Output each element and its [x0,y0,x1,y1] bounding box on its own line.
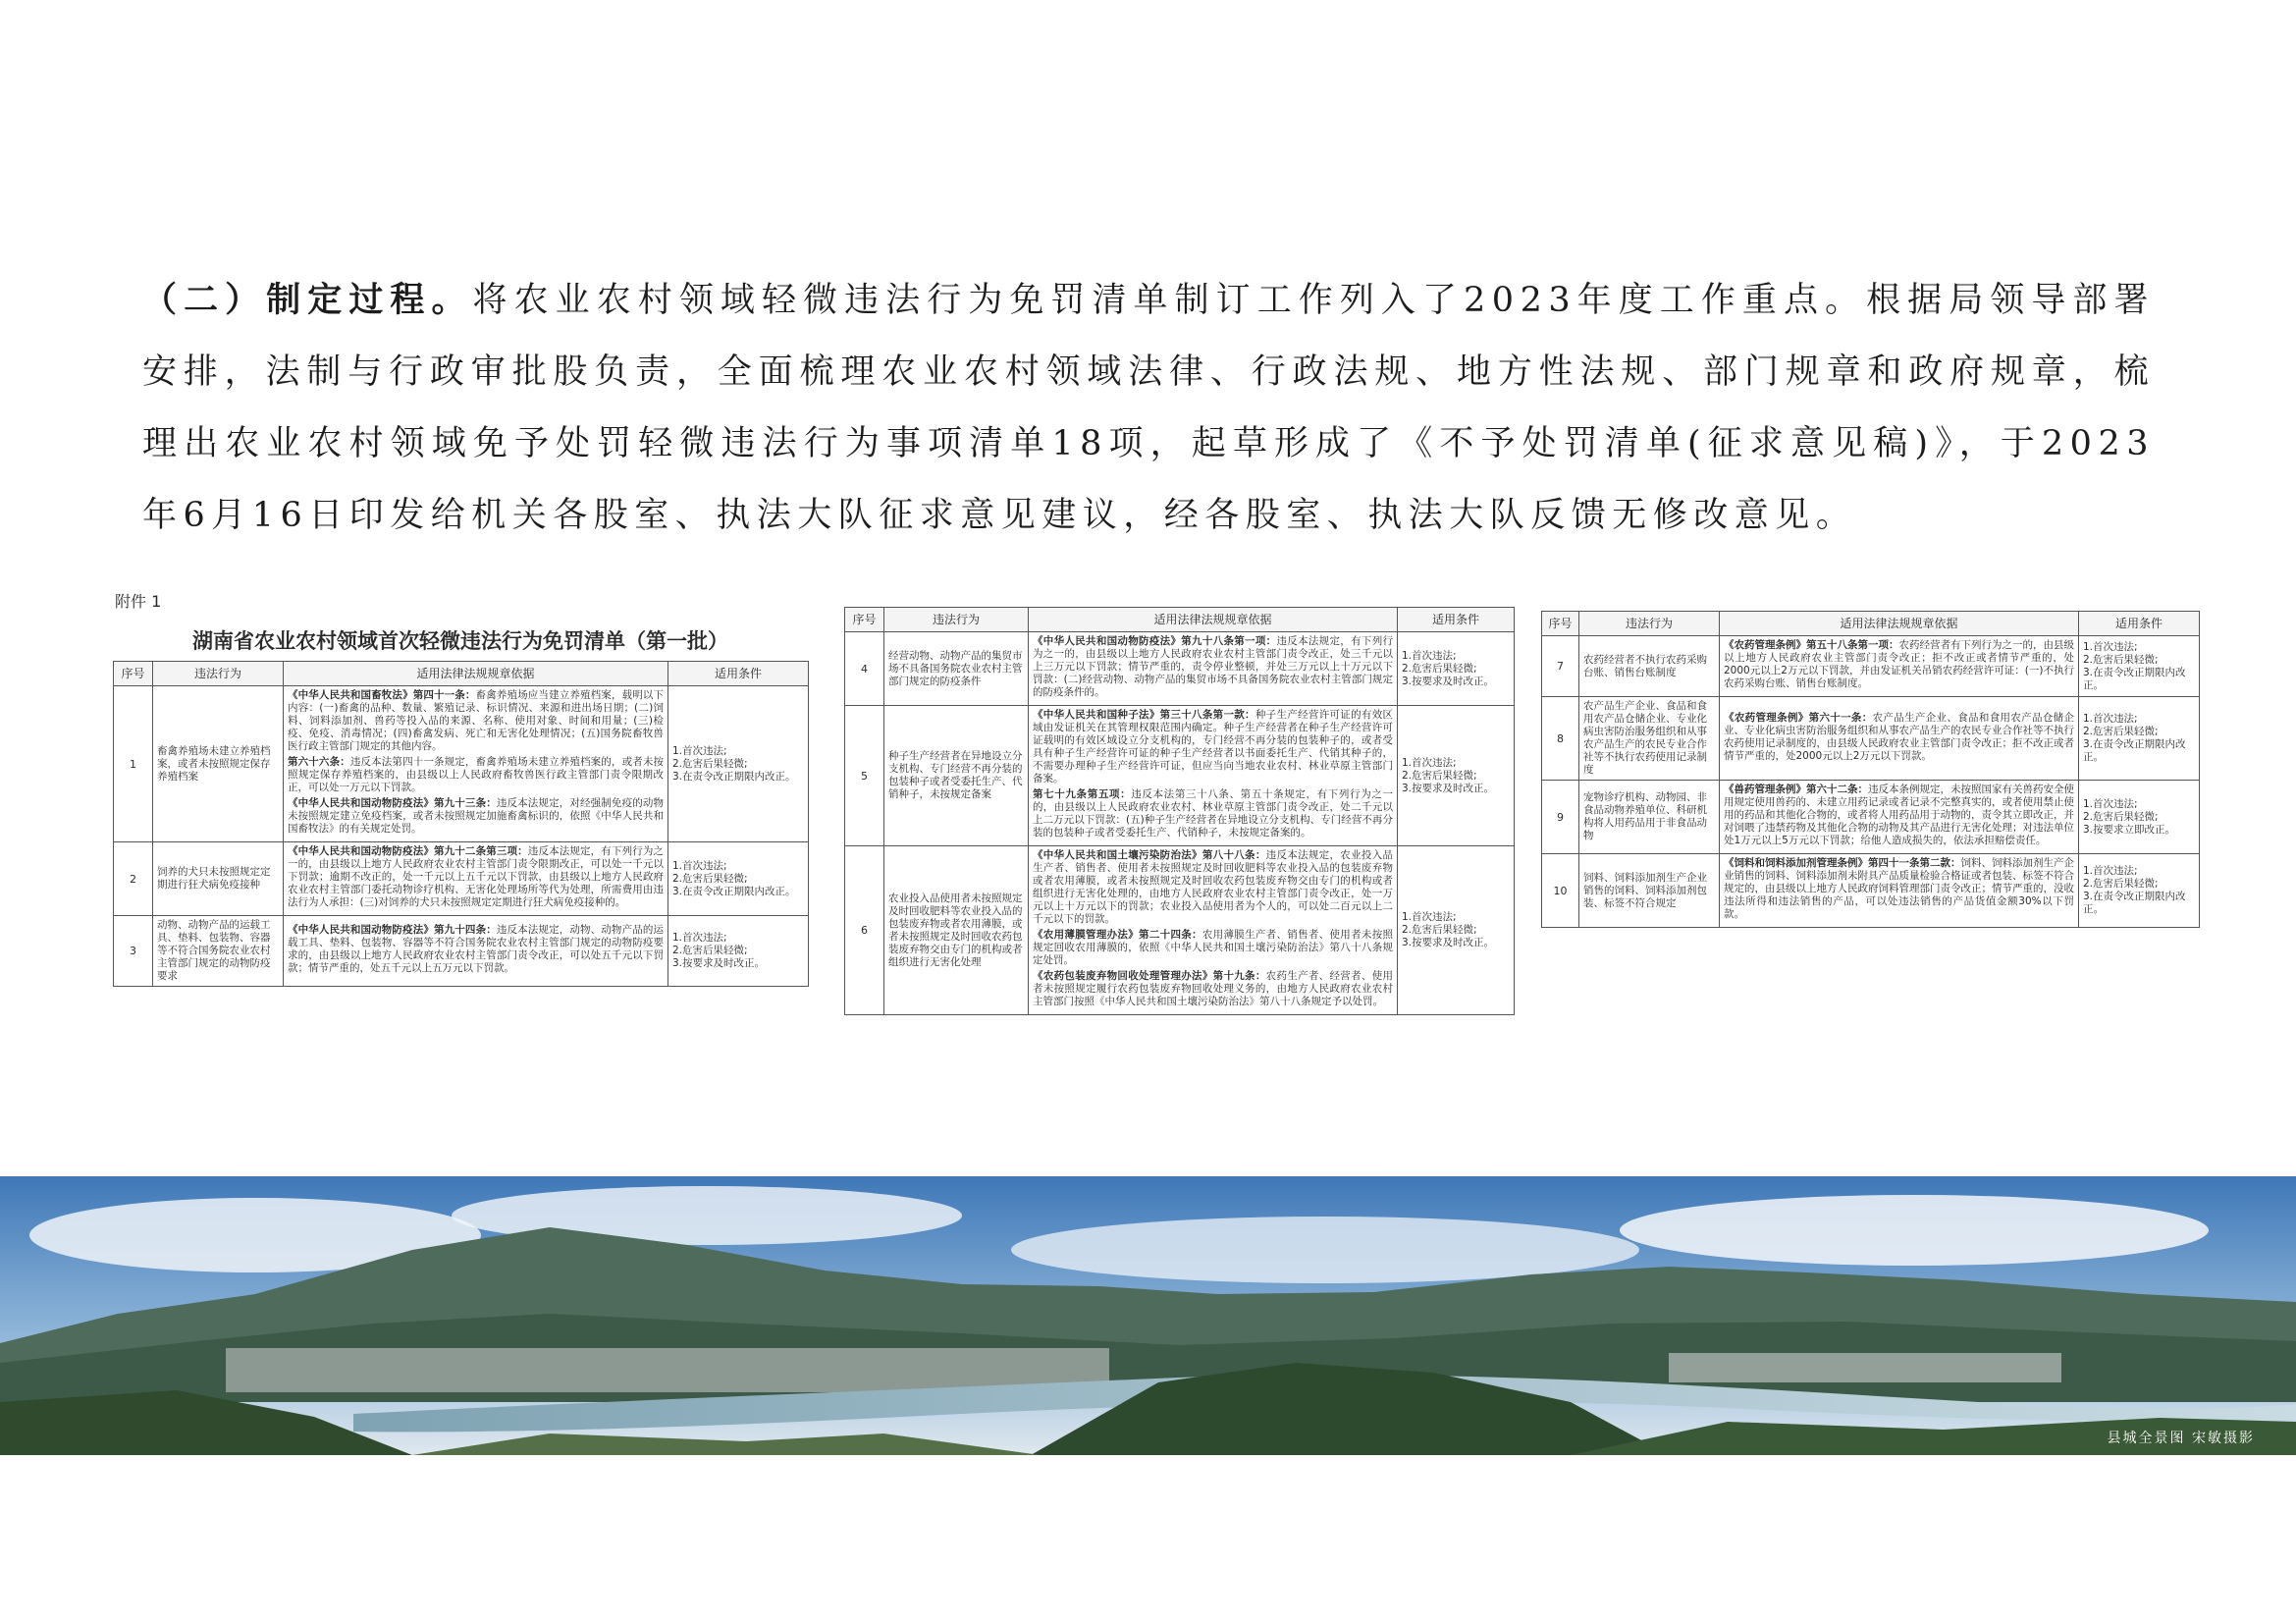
table-row [845,706,1515,846]
col-header-violation: 违法行为 [884,608,1029,632]
col-header-number: 序号 [114,662,153,686]
conditions-cell: 1.首次违法; 2.危害后果轻微; 3.在责令改正期限内改正。 [668,842,809,916]
law-citation: 《农药管理条例》第五十八条第一项： [1724,639,1899,651]
legal-clause [1033,709,1393,785]
legal-basis-cell [1720,854,2079,928]
row-number: 10 [1542,854,1579,928]
violation-cell: 农药经营者不执行农药采购台账、销售台账制度 [1579,636,1720,697]
table-panel-1 [113,589,808,1144]
table-header-row [845,608,1515,632]
row-number: 8 [1542,697,1579,781]
law-citation: 《中华人民共和国动物防疫法》第九十二条第三项： [288,845,528,857]
legal-clause [1724,784,2074,847]
legal-clause [1724,712,2074,763]
conditions-cell: 1.首次违法; 2.危害后果轻微; 3.按要求及时改正。 [668,916,809,987]
table-row [845,632,1515,706]
col-header-legal-basis: 适用法律法规规章依据 [284,662,668,686]
law-citation: 《饲料和饲料添加剂管理条例》第四十一条第二款： [1724,857,1961,869]
table-row [1542,781,2200,854]
legal-basis-cell [1720,781,2079,854]
col-header-violation: 违法行为 [1579,612,1720,636]
law-citation: 《中华人民共和国畜牧法》第四十一条： [288,689,476,701]
violation-cell: 宠物诊疗机构、动物园、非食品动物养殖单位、科研机构将人用药品用于非食品动物 [1579,781,1720,854]
clause-text: 种子生产经营许可证的有效区域由发证机关在其管理权限范围内确定。种子生产经营者在种子生产经营许可证载明的有效区域设立分支机构的，专门经营不再分装的包装种子的，或者受具有种子生产经营许可证的种子生产经营者以书面委托生产、代销其种子的，不需要办理种子生产经营许可证，但应当向当地农业农村、林业草原主管部门备案。 [1033,709,1394,784]
col-header-violation: 违法行为 [153,662,284,686]
violation-cell: 动物、动物产品的运载工具、垫料、包装物、容器等不符合国务院农业农村主管部门规定的动物防疫要求 [153,916,284,987]
law-citation: 第六十六条： [288,756,350,768]
attachment-label: 附件 1 [115,592,162,611]
section-heading: （二）制定过程。 [142,281,473,320]
col-header-legal-basis: 适用法律法规规章依据 [1720,612,2079,636]
table-row [1542,854,2200,928]
clause-text: 违反本法第三十八条、第五十条规定，有下列行为之一的，由县级以上人民政府农业农村、林业草原主管部门责令改正，处二千元以上二万元以下罚款：(五)种子生产经营者在异地设立分支机构、专门经营不再分装的包装种子或者受委托生产、代销种子，未按规定备案的。 [1033,788,1393,839]
row-number: 2 [114,842,153,916]
clause-text: 农药生产者、经营者、使用者未按照规定履行农药包装废弃物回收处理义务的，由地方人民政府农业农村主管部门按照《中华人民共和国土壤污染防治法》第八十八条规定予以处罚。 [1033,970,1394,1007]
col-header-legal-basis: 适用法律法规规章依据 [1029,608,1398,632]
conditions-cell: 1.首次违法; 2.危害后果轻微; 3.按要求立即改正。 [2079,781,2200,854]
violation-cell: 畜禽养殖场未建立养殖档案，或者未按照规定保存养殖档案 [153,686,284,842]
legal-clause [288,756,664,794]
legal-clause [1724,639,2074,690]
legal-clause [1033,970,1393,1008]
clause-text: 违反本法规定，有下列行为之一的，由县级以上地方人民政府农业农村主管部门责令改正，处三千元以上三万元以下罚款；情节严重的，责令停业整顿，并处三万元以上十万元以下罚款：(二)经营动物、动物产品的集贸市场不具备国务院农业农村主管部门规定的防疫条件的。 [1033,635,1393,698]
clause-text: 违反本法规定，有下列行为之一的，由县级以上地方人民政府农业农村主管部门责令限期改正，可以处一千元以下罚款；逾期不改正的，处一千元以上五千元以下罚款，由县级以上地方人民政府农业农村主管部门委托动物诊疗机构、无害化处理场所等代为处理，所需费用由违法行为人承担：(三)对饲养的犬只未按照规定定期进行狂犬病免疫接种的。 [288,845,665,908]
panorama-illustration [0,1176,2296,1455]
legal-basis-cell [1029,846,1398,1015]
clause-text: 畜禽养殖场应当建立养殖档案，载明以下内容：(一)畜禽的品种、数量、繁殖记录、标识情况、来源和进出场日期；(二)饲料、饲料添加剂、兽药等投入品的来源、名称、使用对象、时间和用量；(三)检疫、免疫、消毒情况；(四)畜禽发病、死亡和无害化处理情况；(五)国务院畜牧兽医行政主管部门规定的其他内容。 [288,689,665,752]
row-number: 9 [1542,781,1579,854]
table-row [1542,636,2200,697]
intro-paragraph [142,265,2155,552]
law-citation: 《兽药管理条例》第六十二条： [1724,784,1868,795]
conditions-cell: 1.首次违法; 2.危害后果轻微; 3.在责令改正期限内改正。 [668,686,809,842]
law-citation: 《中华人民共和国动物防疫法》第九十四条： [288,924,497,936]
legal-clause [288,689,664,753]
penalty-table-3 [1541,611,2200,928]
table-row [1542,697,2200,781]
conditions-cell: 1.首次违法; 2.危害后果轻微; 3.在责令改正期限内改正。 [2079,854,2200,928]
table-header-row [1542,612,2200,636]
county-panorama-photo [0,1176,2296,1455]
law-citation: 《农用薄膜管理办法》第二十四条： [1033,929,1202,941]
legal-clause [1033,635,1393,699]
legal-clause [1033,788,1393,839]
conditions-cell: 1.首次违法; 2.危害后果轻微; 3.按要求及时改正。 [1398,846,1515,1015]
conditions-cell: 1.首次违法; 2.危害后果轻微; 3.在责令改正期限内改正。 [2079,636,2200,697]
legal-clause [288,797,664,836]
clause-text: 农产品生产企业、食品和食用农产品仓储企业、专业化病虫害防治服务组织和从事农产品生产的农民专业合作社等不执行农药使用记录制度的，由县级人民政府农业主管部门责令改正；拒不改正或者情节严重的，处2000元以上2万元以下罚款。 [1724,711,2074,762]
list-title: 湖南省农业农村领域首次轻微违法行为免罚清单（第一批） [192,629,728,653]
legal-basis-cell [1720,697,2079,781]
legal-clause [288,924,664,975]
law-citation: 《农药管理条例》第六十一条： [1724,711,1873,724]
row-number: 3 [114,916,153,987]
legal-clause [1724,857,2074,921]
table-header-row [114,662,809,686]
row-number: 1 [114,686,153,842]
clause-text: 违反本法规定，动物、动物产品的运载工具、垫料、包装物、容器等不符合国务院农业农村主管部门规定的动物防疫要求的，由县级以上地方人民政府农业农村主管部门责令改正，可以处五千元以下罚款；情节严重的，处五千元以上五万元以下罚款。 [288,924,665,974]
legal-basis-cell [284,686,668,842]
conditions-cell: 1.首次违法; 2.危害后果轻微; 3.按要求及时改正。 [1398,706,1515,846]
legal-basis-cell [1029,632,1398,706]
clause-text: 违反本法规定，对经强制免疫的动物未按照规定建立免疫档案，或者未按照规定加施畜禽标识的，依照《中华人民共和国畜牧法》的有关规定处罚。 [288,797,665,835]
clause-text: 违反本法第四十一条规定，畜禽养殖场未建立养殖档案的，或者未按照规定保存养殖档案的，由县级以上人民政府畜牧兽医行政主管部门责令限期改正，可以处一万元以下罚款。 [288,756,665,793]
col-header-conditions: 适用条件 [2079,612,2200,636]
legal-clause [1033,849,1393,926]
violation-cell: 农业投入品使用者未按照规定及时回收肥料等农业投入品的包装废弃物或者农用薄膜，或者未按照规定及时回收农药包装废弃物交由专门的机构或者组织进行无害化处理 [884,846,1029,1015]
table-row [114,842,809,916]
table-panel-3 [1541,611,2199,1131]
col-header-number: 序号 [1542,612,1579,636]
table-panel-2 [844,607,1514,1138]
clause-text: 违反本法规定，农业投入品生产者、销售者、使用者未按照规定及时回收肥料等农业投入品的包装废弃物或者农用薄膜，或者未按照规定及时回收农药包装废弃物交由专门的机构或者组织进行无害化处理的，由地方人民政府农业农村主管部门责令改正，处一万元以上十万元以下的罚款；农业投入品使用者为个人的，可以处二百元以上二千元以下的罚款。 [1033,849,1394,925]
col-header-conditions: 适用条件 [1398,608,1515,632]
clause-text: 违反本条例规定，未按照国家有关兽药安全使用规定使用兽药的、未建立用药记录或者记录不完整真实的，或者使用禁止使用的药品和其他化合物的，或者将人用药品用于动物的，责令其立即改正，并对饲喂了违禁药物及其他化合物的动物及其产品进行无害化处理；对违法单位处1万元以上5万元以下罚款；给他人造成损失的，依法承担赔偿责任。 [1724,784,2074,846]
law-citation: 《农药包装废弃物回收处理管理办法》第十九条： [1033,970,1266,982]
violation-cell: 种子生产经营者在异地设立分支机构、专门经营不再分装的包装种子或者受委托生产、代销种子，未按规定备案 [884,706,1029,846]
clause-text: 饲料、饲料添加剂生产企业销售的饲料、饲料添加剂未附具产品质量检验合格证或者包装、标签不符合规定的，由县级以上地方人民政府饲料管理部门责令改正；情节严重的，没收违法所得和违法销售的产品，可以处违法销售的产品货值金额30%以下罚款。 [1724,857,2074,920]
col-header-conditions: 适用条件 [668,662,809,686]
legal-basis-cell [284,916,668,987]
table-row [114,686,809,842]
row-number: 7 [1542,636,1579,697]
col-header-number: 序号 [845,608,884,632]
table-row [114,916,809,987]
legal-clause [1033,929,1393,967]
law-citation: 第七十九条第五项： [1033,788,1132,800]
conditions-cell: 1.首次违法; 2.危害后果轻微; 3.在责令改正期限内改正。 [2079,697,2200,781]
violation-cell: 饲养的犬只未按照规定定期进行狂犬病免疫接种 [153,842,284,916]
table-row [845,846,1515,1015]
law-citation: 《中华人民共和国动物防疫法》第九十三条： [288,797,497,809]
violation-cell: 饲料、饲料添加剂生产企业销售的饲料、饲料添加剂包装、标签不符合规定 [1579,854,1720,928]
legal-basis-cell [1720,636,2079,697]
violation-cell: 经营动物、动物产品的集贸市场不具备国务院农业农村主管部门规定的防疫条件 [884,632,1029,706]
penalty-table-2 [844,607,1515,1015]
paragraph-body: 将农业农村领域轻微违法行为免罚清单制订工作列入了2023年度工作重点。根据局领导部署安排，法制与行政审批股负责，全面梳理农业农村领域法律、行政法规、地方性法规、部门规章和政府规章，梳理出农业农村领域免予处罚轻微违法行为事项清单18项，起草形成了《不予处罚清单(征求意见稿)》，于2023年6月16日印发给机关各股室、执法大队征求意见建议，经各股室、执法大队反馈无修改意见。 [142,281,2155,535]
row-number: 6 [845,846,884,1015]
clause-text: 农用薄膜生产者、销售者、使用者未按照规定回收农用薄膜的，依照《中华人民共和国土壤污染防治法》第八十八条规定处罚。 [1033,929,1394,966]
legal-basis-cell [1029,706,1398,846]
photo-caption: 县城全景图 宋敏摄影 [2107,1431,2255,1446]
law-citation: 《中华人民共和国种子法》第三十八条第一款： [1033,709,1255,721]
row-number: 4 [845,632,884,706]
law-citation: 《中华人民共和国动物防疫法》第九十八条第一项： [1033,635,1277,647]
violation-cell: 农产品生产企业、食品和食用农产品仓储企业、专业化病虫害防治服务组织和从事农产品生产的农民专业合作社等不执行农药使用记录制度 [1579,697,1720,781]
row-number: 5 [845,706,884,846]
legal-basis-cell [284,842,668,916]
conditions-cell: 1.首次违法; 2.危害后果轻微; 3.按要求及时改正。 [1398,632,1515,706]
legal-clause [288,845,664,909]
penalty-table-1 [113,661,809,987]
law-citation: 《中华人民共和国土壤污染防治法》第八十八条： [1033,849,1266,861]
clause-text: 农药经营者有下列行为之一的，由县级以上地方人民政府农业主管部门责令改正；拒不改正或者情节严重的，处2000元以上2万元以下罚款，并由发证机关吊销农药经营许可证：(一)不执行农药采购台账、销售台账制度。 [1724,639,2074,689]
